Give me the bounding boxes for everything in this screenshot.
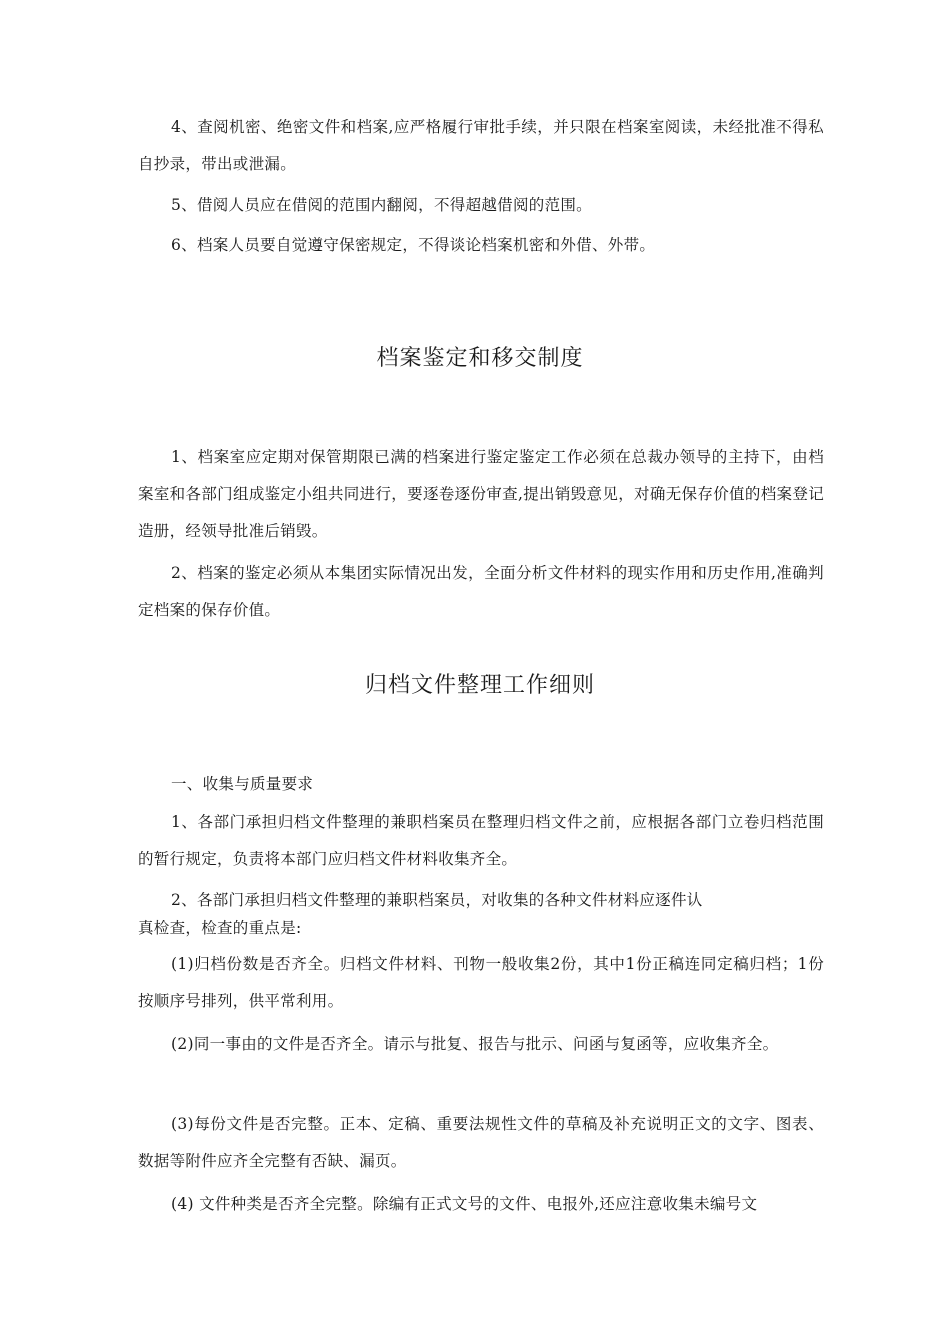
filing-item-1: 1、各部门承担归档文件整理的兼职档案员在整理归档文件之前，应根据各部门立卷归档范围的暂行规定，负责将本部门应归档文件材料收集齐全。: [138, 813, 824, 868]
rule-item-4: 4、查阅机密、绝密文件和档案,应严格履行审批手续，并只限在档案室阅读，未经批准不得私自抄录，带出或泄漏。: [138, 118, 824, 173]
check-point-2: (2)同一事由的文件是否齐全。请示与批复、报告与批示、问函与复函等，应收集齐全。: [171, 1035, 779, 1053]
filing-item-2-line-2: 真检查，检查的重点是:: [138, 919, 302, 937]
filing-subheading: 一、收集与质量要求: [171, 775, 314, 793]
section-title-appraisal: 档案鉴定和移交制度: [376, 346, 584, 371]
appraisal-item-1: 1、档案室应定期对保管期限已满的档案进行鉴定鉴定工作必须在总裁办领导的主持下，由档案室和各部门组成鉴定小组共同进行，要逐卷逐份审查,提出销毁意见，对确无保存价值的档案登记造册，经领导批准后销毁。: [138, 448, 824, 540]
filing-item-2-line-1: 2、各部门承担归档文件整理的兼职档案员，对收集的各种文件材料应逐件认: [171, 891, 703, 909]
appraisal-item-2: 2、档案的鉴定必须从本集团实际情况出发，全面分析文件材料的现实作用和历史作用,准确判定档案的保存价值。: [138, 564, 824, 619]
check-point-1: (1)归档份数是否齐全。归档文件材料、刊物一般收集2份，其中1份正稿连同定稿归档；1份按顺序号排列，供平常利用。: [138, 955, 824, 1010]
rule-item-5: 5、借阅人员应在借阅的范围内翻阅，不得超越借阅的范围。: [171, 196, 592, 214]
rule-item-6: 6、档案人员要自觉遵守保密规定，不得谈论档案机密和外借、外带。: [171, 236, 656, 254]
check-point-4: (4) 文件种类是否齐全完整。除编有正式文号的文件、电报外,还应注意收集未编号文: [171, 1195, 758, 1213]
check-point-3: (3)每份文件是否完整。正本、定稿、重要法规性文件的草稿及补充说明正文的文字、图表、数据等附件应齐全完整有否缺、漏页。: [138, 1115, 824, 1170]
section-title-filing: 归档文件整理工作细则: [364, 673, 595, 698]
